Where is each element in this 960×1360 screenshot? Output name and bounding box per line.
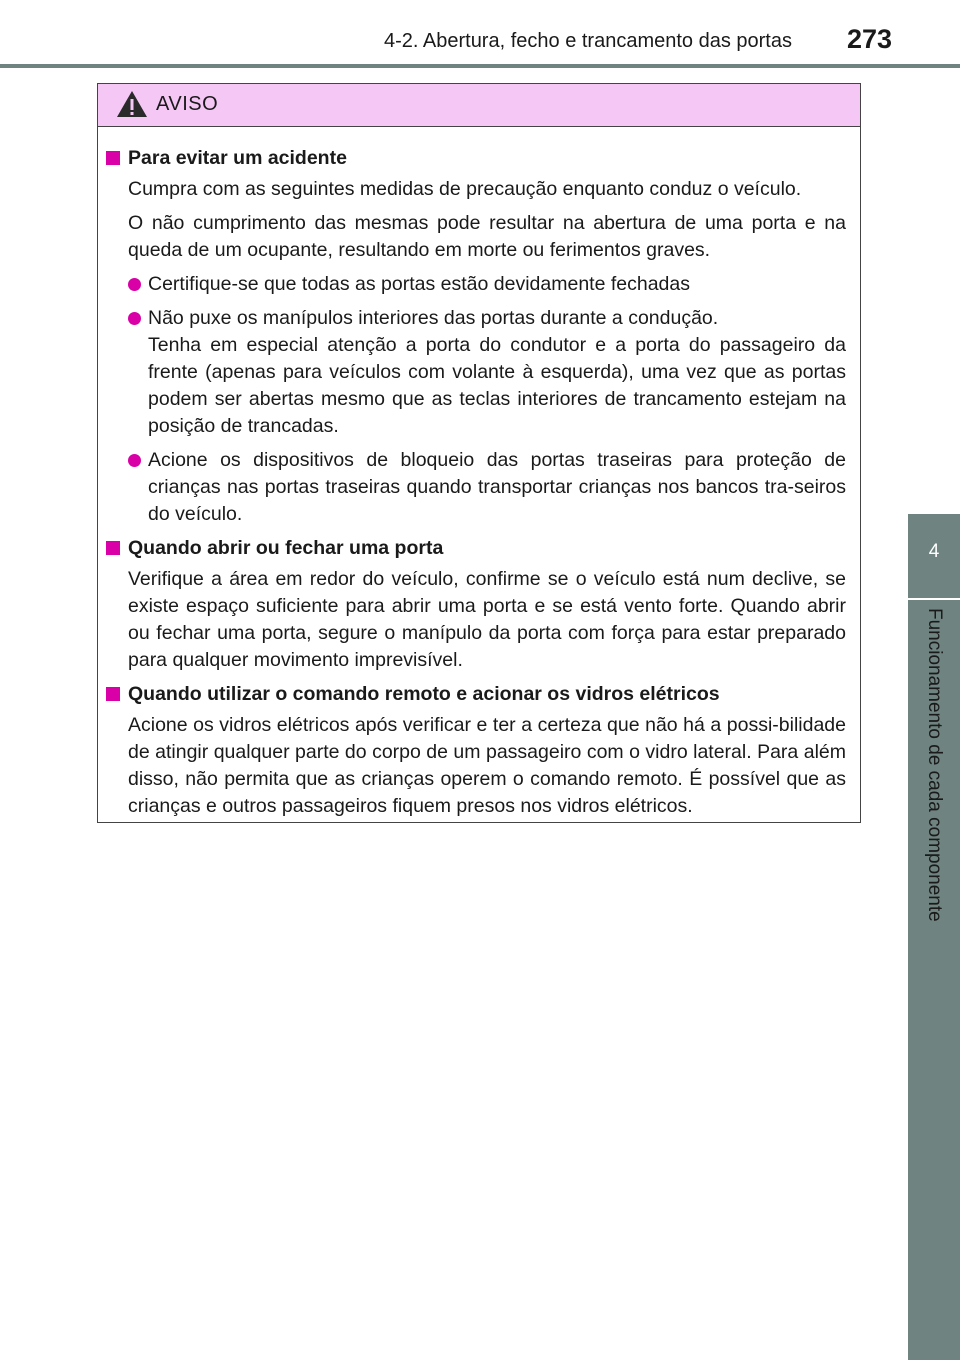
chapter-tab-number[interactable]: 4 — [908, 514, 960, 598]
section-avoid-accident — [104, 145, 846, 528]
section-remote-windows — [104, 681, 846, 820]
chapter-tab-label: Funcionamento de cada componente — [924, 608, 945, 922]
list-item-text: Acione os dispositivos de bloqueio das portas traseiras para proteção de crianças nas portas traseiras quando transportar crianças nos bancos tra-seiros do veículo. — [148, 449, 846, 525]
warning-header — [98, 84, 860, 127]
warning-label: AVISO — [156, 93, 219, 115]
list-item-text: Não puxe os manípulos interiores das portas durante a condução. — [148, 307, 719, 329]
warning-body — [98, 127, 860, 820]
list-item-text: Certifique-se que todas as portas estão devidamente fechadas — [148, 273, 691, 295]
list-item — [128, 271, 846, 298]
list-item — [128, 447, 846, 528]
section-open-close-door — [104, 535, 846, 674]
warning-triangle-icon — [116, 90, 148, 118]
paragraph: Cumpra com as seguintes medidas de precaução enquanto conduz o veículo. — [128, 178, 802, 200]
page-number: 273 — [846, 24, 892, 54]
section-title: Para evitar um acidente — [128, 145, 846, 172]
circle-bullet-icon — [128, 454, 141, 467]
section-title: Quando abrir ou fechar uma porta — [128, 535, 846, 562]
square-bullet-icon — [106, 541, 120, 555]
paragraph: Verifique a área em redor do veículo, confirme se o veículo está num declive, se existe espaço suficiente para abrir uma porta e se está vento forte. Quando abrir ou fechar uma porta, segure o manípulo da porta com força para estar preparado para qualquer movimento imprevisível. — [128, 568, 846, 671]
circle-bullet-icon — [128, 278, 141, 291]
paragraph: Acione os vidros elétricos após verificar e ter a certeza que não há a possi-bilidade de atingir qualquer parte do corpo de um passageiro com o vidro lateral. Para além disso, não permita que as crianças operem o comando remoto. É possível que as crianças e outros passageiros fiquem presos nos vidros elétricos. — [128, 714, 846, 817]
list-item — [128, 305, 846, 440]
paragraph: O não cumprimento das mesmas pode resultar na abertura de uma porta e na queda de um ocupante, resultando em morte ou ferimentos graves. — [128, 212, 846, 261]
section-title: 4-2. Abertura, fecho e trancamento das portas — [383, 30, 792, 52]
header-rule — [0, 64, 960, 68]
square-bullet-icon — [106, 687, 120, 701]
chapter-tab — [908, 600, 960, 1360]
warning-box — [97, 83, 861, 823]
square-bullet-icon — [106, 151, 120, 165]
section-title: Quando utilizar o comando remoto e acionar os vidros elétricos — [128, 681, 846, 708]
list-item-detail: Tenha em especial atenção a porta do condutor e a porta do passageiro da frente (apenas para veículos com volante à esquerda), uma vez que as portas podem ser abertas mesmo que as teclas interiores de trancamento estejam na posição de trancadas. — [148, 334, 846, 437]
circle-bullet-icon — [128, 312, 141, 325]
